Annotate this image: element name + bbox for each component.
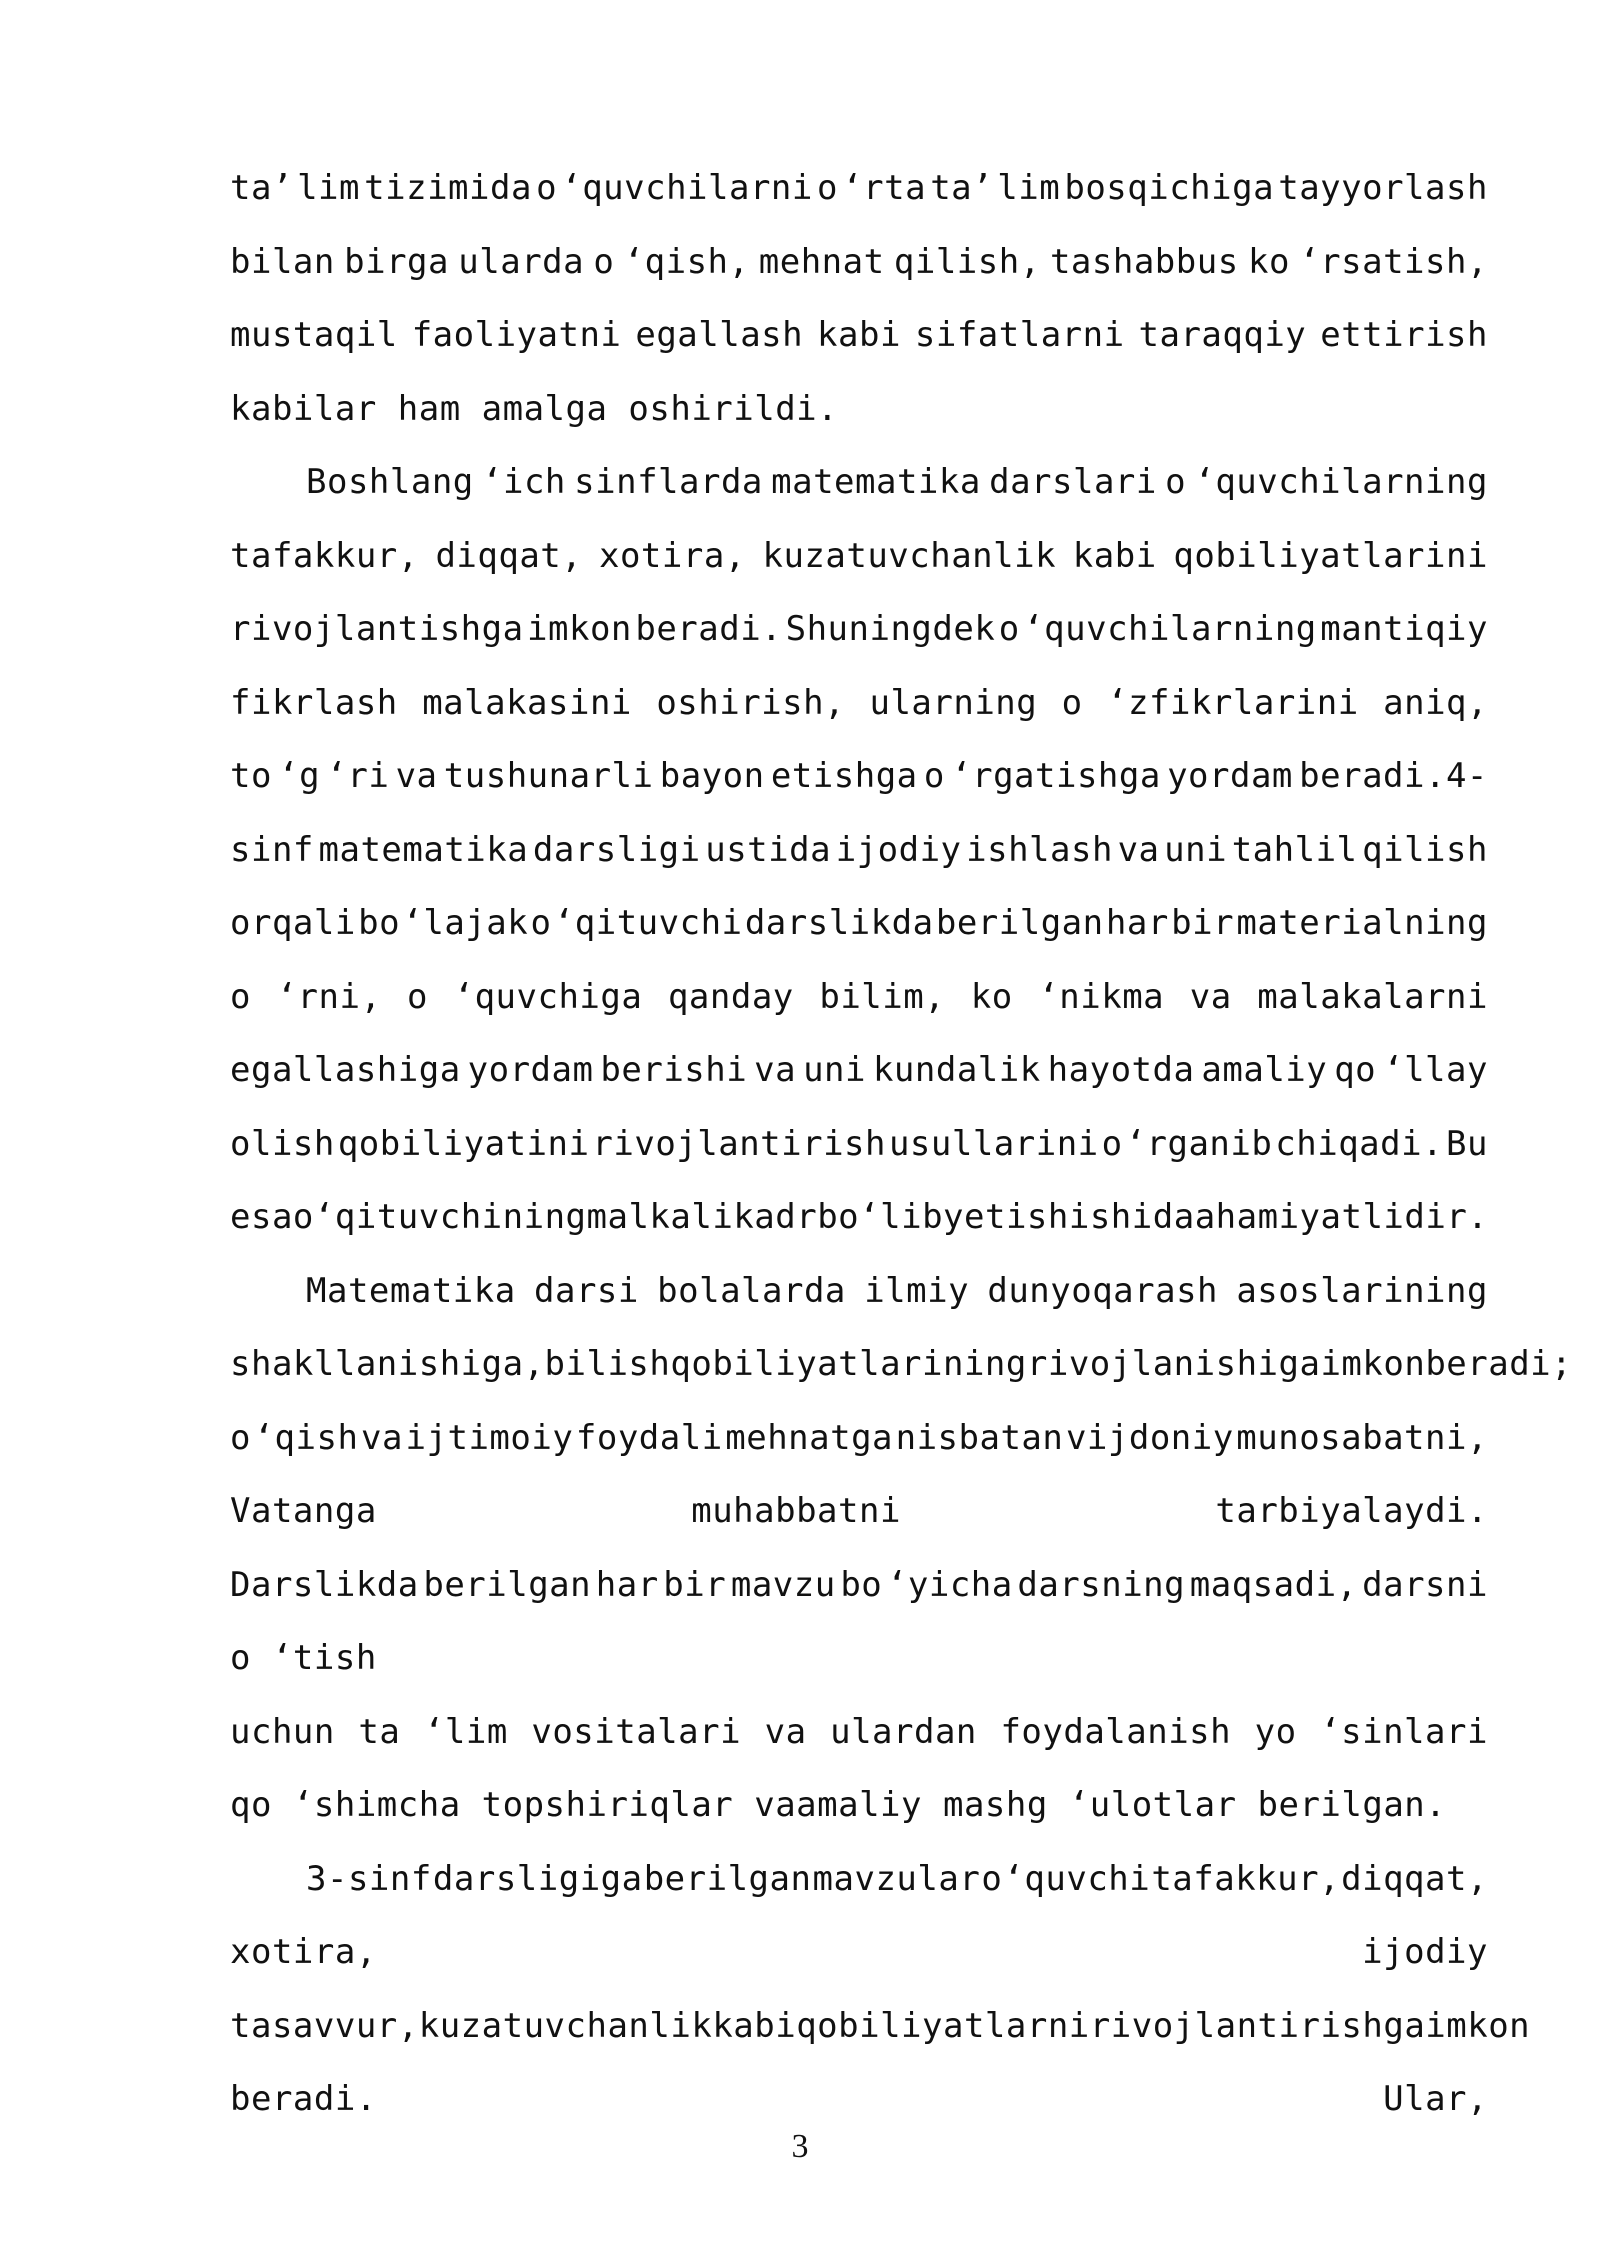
body-text bbox=[230, 152, 1573, 2137]
text-line: Matematika darsi bolalarda ilmiy dunyoqarash asoslarining bbox=[306, 1270, 1488, 1311]
text-line: ta’ lim tizimida o ‘quvchilarni o ‘rta ta’ lim bosqichiga tayyorlash bbox=[230, 168, 1488, 208]
text-line: kabilar ham amalga oshirildi. bbox=[230, 388, 839, 429]
text-line: Boshlang ‘ich sinflarda matematika darslari o ‘quvchilarning bbox=[306, 462, 1488, 502]
text-line: tasavvur, kuzatuvchanlik kabi qobiliyatlarni rivojlantirishga imkon bbox=[230, 2005, 1531, 2046]
page-number: 3 bbox=[791, 2128, 809, 2165]
text-line: tafakkur, diqqat, xotira, kuzatuvchanlik kabi qobiliyatlarini bbox=[230, 535, 1488, 576]
text-line: shakllanishiga, bilish qobiliyatlarining rivojlanishiga imkon beradi; bbox=[230, 1344, 1573, 1384]
text-line: egallashiga yordam berishi va uni kundalik hayotda amaliy qo ‘llay bbox=[230, 1050, 1488, 1090]
text-line: bilan birga ularda o ‘qish, mehnat qilish, tashabbus ko ‘rsatish, bbox=[230, 241, 1488, 282]
text-line: Vatanga muhabbatni tarbiyalaydi. bbox=[230, 1491, 1488, 1531]
text-line: Darslikda berilgan har bir mavzu bo ‘yicha darsning maqsadi, darsni bbox=[230, 1564, 1488, 1605]
text-line: uchun ta ‘lim vositalari va ulardan foydalanish yo ‘sinlari bbox=[230, 1711, 1488, 1752]
text-line: 3-sinf darsligiga berilgan mavzular o ‘quvchi tafakkur, diqqat, bbox=[306, 1858, 1488, 1899]
text-line: o ‘rni, o ‘quvchiga qanday bilim, ko ‘nikma va malakalarni bbox=[230, 976, 1488, 1017]
text-line: o ‘qish va ijtimoiy foydali mehnatga nisbatan vijdoniy munosabatni, bbox=[230, 1417, 1488, 1458]
text-line: qo ‘shimcha topshiriqlar vaamaliy mashg ‘ulotlar berilgan. bbox=[230, 1785, 1447, 1825]
text-line: o ‘tish bbox=[230, 1638, 377, 1678]
text-line: rivojlantishga imkon beradi. Shuningdek o ‘quvchilarning mantiqiy bbox=[230, 609, 1488, 649]
text-line: to ‘g ‘ri va tushunarli bayon etishga o ‘rgatishga yordam beradi.4- bbox=[230, 756, 1488, 796]
text-line: orqali bo ‘lajak o ‘qituvchi darslikda berilgan har bir materialning bbox=[230, 903, 1488, 943]
text-line: xotira, ijodiy bbox=[230, 1932, 1488, 1972]
text-line: olish qobiliyatini rivojlantirish usullarini o ‘rganib chiqadi. Bu bbox=[230, 1123, 1488, 1164]
text-line: fikrlash malakasini oshirish, ularning o ‘zfikrlarini aniq, bbox=[230, 682, 1488, 723]
text-line: esa o ‘qituvchining malkali kadr bo ‘lib yetishishida ahamiyatlidir. bbox=[230, 1197, 1489, 1237]
text-line: sinf matematika darsligi ustida ijodiy ishlash va uni tahlil qilish bbox=[230, 829, 1488, 870]
text-line: beradi. Ular, bbox=[230, 2079, 1488, 2119]
text-line: mustaqil faoliyatni egallash kabi sifatlarni taraqqiy ettirish bbox=[230, 315, 1488, 355]
